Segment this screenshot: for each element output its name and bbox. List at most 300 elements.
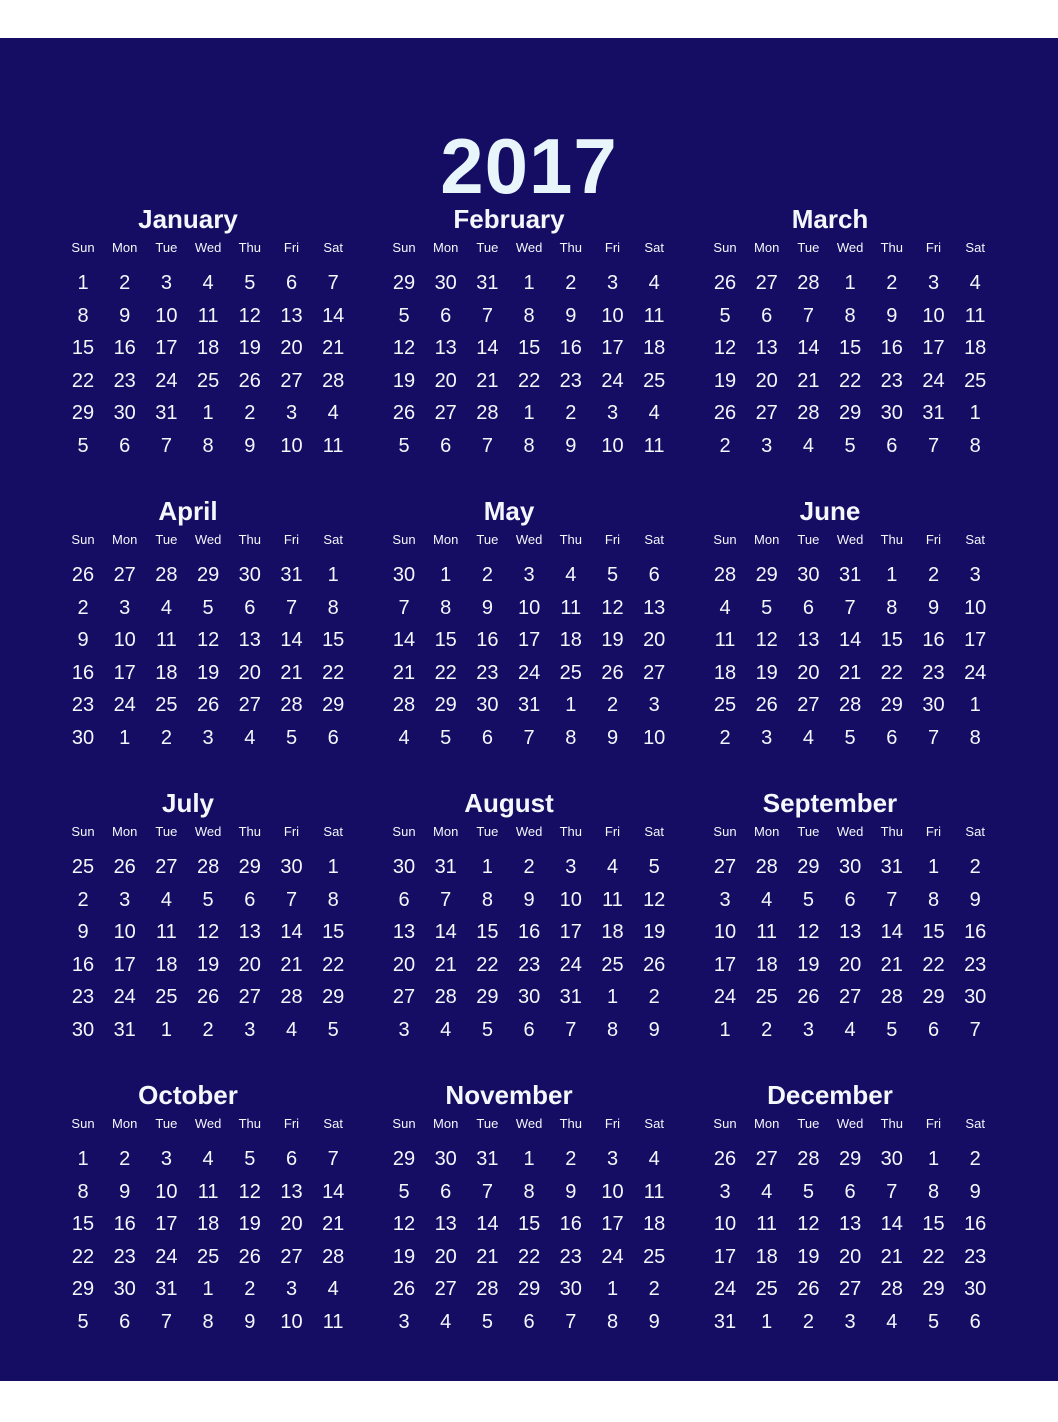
- day-cell: 20: [238, 661, 261, 684]
- day-cell: 5: [244, 1148, 256, 1170]
- weekday-header: Sat: [323, 1116, 343, 1131]
- day-cell: 13: [755, 337, 778, 359]
- day-cell: 7: [927, 726, 940, 749]
- weekday-header: Thu: [238, 532, 261, 547]
- day-cell: 5: [606, 564, 619, 586]
- day-cell: 21: [322, 337, 345, 359]
- day-cell: 3: [244, 1018, 256, 1041]
- day-cell: 4: [648, 402, 660, 424]
- day-cell: 9: [606, 726, 619, 749]
- day-cell: 22: [322, 953, 345, 976]
- day-cell: 6: [886, 726, 898, 749]
- day-cell: 3: [761, 726, 773, 749]
- day-cell: 28: [713, 564, 737, 586]
- day-cell: 6: [886, 434, 898, 457]
- day-cell: 13: [797, 629, 820, 651]
- day-cell: 19: [643, 921, 666, 943]
- day-cell: 10: [280, 1310, 303, 1333]
- weekday-header: Fri: [283, 532, 300, 547]
- day-cell: 20: [280, 337, 303, 359]
- day-cell: 1: [523, 272, 535, 294]
- day-cell: 24: [155, 1245, 178, 1268]
- day-cell: 4: [398, 726, 410, 749]
- day-cell: 3: [523, 564, 535, 586]
- day-cell: 9: [244, 434, 256, 457]
- day-cell: 16: [71, 661, 95, 684]
- day-cell: 6: [327, 726, 339, 749]
- day-cell: 29: [322, 694, 345, 716]
- day-cell: 8: [523, 304, 535, 327]
- day-cell: 9: [565, 1180, 577, 1203]
- day-cell: 31: [155, 1278, 178, 1300]
- day-cell: 3: [565, 856, 577, 878]
- day-cell: 23: [71, 694, 95, 716]
- weekday-header: Mon: [112, 532, 138, 547]
- day-cell: 6: [802, 596, 814, 619]
- day-cell: 28: [322, 369, 345, 392]
- weekday-header: Mon: [754, 1116, 780, 1131]
- weekday-header: Mon: [433, 240, 459, 255]
- day-cell: 19: [713, 369, 737, 392]
- day-cell: 11: [756, 1213, 778, 1235]
- weekday-header: Fri: [925, 240, 942, 255]
- day-cell: 2: [119, 272, 131, 294]
- weekday-header: Wed: [194, 824, 222, 839]
- day-cell: 17: [517, 629, 541, 651]
- weekday-header: Tue: [476, 532, 499, 547]
- day-cell: 3: [927, 272, 940, 294]
- day-cell: 31: [434, 856, 457, 878]
- weekday-header: Mon: [754, 532, 780, 547]
- day-cell: 15: [838, 337, 862, 359]
- day-cell: 5: [398, 434, 410, 457]
- weekday-header: Fri: [925, 824, 942, 839]
- day-cell: 8: [844, 304, 856, 327]
- day-cell: 3: [606, 1148, 619, 1170]
- day-cell: 1: [523, 402, 535, 424]
- day-cell: 8: [481, 888, 493, 911]
- day-cell: 25: [155, 694, 178, 716]
- weekday-header: Sun: [71, 532, 95, 547]
- day-cell: 14: [322, 304, 345, 327]
- weekday-header: Wed: [515, 240, 543, 255]
- day-cell: 15: [71, 337, 95, 359]
- day-cell: 22: [71, 369, 95, 392]
- day-cell: 5: [440, 726, 452, 749]
- day-cell: 29: [392, 1148, 416, 1170]
- day-cell: 1: [440, 564, 452, 586]
- month-march: [705, 204, 1005, 494]
- day-cell: 20: [838, 953, 862, 976]
- day-cell: 12: [643, 888, 666, 911]
- weekday-header: Tue: [476, 1116, 499, 1131]
- day-cell: 28: [797, 272, 820, 294]
- day-cell: 11: [156, 921, 177, 943]
- day-cell: 8: [927, 1180, 940, 1203]
- day-cell: 21: [434, 953, 457, 976]
- day-cell: 20: [392, 953, 416, 976]
- day-cell: 28: [280, 986, 303, 1008]
- month-name: April: [158, 496, 218, 526]
- day-cell: 2: [648, 1278, 660, 1300]
- day-cell: 12: [755, 629, 778, 651]
- day-cell: 17: [559, 921, 582, 943]
- day-cell: 27: [755, 1148, 778, 1170]
- day-cell: 22: [517, 1245, 541, 1268]
- day-cell: 11: [156, 629, 177, 651]
- day-cell: 26: [713, 402, 737, 424]
- day-cell: 15: [434, 629, 457, 651]
- weekday-header: Wed: [515, 1116, 543, 1131]
- day-cell: 21: [838, 661, 862, 684]
- day-cell: 3: [719, 888, 731, 911]
- weekday-header: Thu: [880, 1116, 903, 1131]
- day-cell: 26: [713, 1148, 737, 1170]
- day-cell: 26: [238, 369, 261, 392]
- day-cell: 6: [481, 726, 493, 749]
- day-cell: 10: [964, 596, 987, 619]
- day-cell: 7: [481, 434, 493, 457]
- day-cell: 8: [523, 434, 535, 457]
- weekday-header: Wed: [194, 532, 222, 547]
- day-cell: 10: [155, 304, 178, 327]
- month-name: June: [799, 496, 861, 526]
- day-cell: 3: [648, 694, 660, 716]
- day-cell: 22: [71, 1245, 95, 1268]
- day-cell: 30: [392, 564, 416, 586]
- day-cell: 30: [964, 986, 987, 1008]
- day-cell: 23: [964, 953, 987, 976]
- day-cell: 20: [238, 953, 261, 976]
- weekday-header: Mon: [112, 1116, 138, 1131]
- day-cell: 11: [322, 1310, 344, 1333]
- month-february: [384, 204, 684, 494]
- day-cell: 28: [755, 856, 778, 878]
- day-cell: 7: [565, 1018, 577, 1041]
- day-cell: 15: [880, 629, 903, 651]
- day-cell: 4: [565, 564, 577, 586]
- day-cell: 18: [755, 1245, 778, 1268]
- day-cell: 1: [719, 1018, 731, 1041]
- day-cell: 13: [838, 1213, 862, 1235]
- weekday-header: Sat: [644, 1116, 664, 1131]
- day-cell: 28: [155, 564, 178, 586]
- day-cell: 3: [119, 888, 131, 911]
- day-cell: 3: [160, 1148, 172, 1170]
- month-april: [63, 496, 363, 786]
- day-cell: 9: [523, 888, 535, 911]
- day-cell: 29: [517, 1278, 541, 1300]
- day-cell: 18: [643, 1213, 666, 1235]
- day-cell: 25: [196, 1245, 220, 1268]
- day-cell: 22: [922, 1245, 945, 1268]
- day-cell: 21: [797, 369, 820, 392]
- month-may: [384, 496, 684, 786]
- day-cell: 26: [797, 986, 820, 1008]
- day-cell: 19: [196, 953, 220, 976]
- day-cell: 1: [565, 694, 577, 716]
- day-cell: 2: [802, 1310, 814, 1333]
- day-cell: 3: [761, 434, 773, 457]
- day-cell: 20: [643, 629, 666, 651]
- day-cell: 31: [838, 564, 862, 586]
- day-cell: 24: [964, 661, 987, 684]
- day-cell: 30: [71, 726, 95, 749]
- day-cell: 10: [559, 888, 582, 911]
- day-cell: 5: [761, 596, 773, 619]
- day-cell: 1: [969, 402, 981, 424]
- day-cell: 7: [886, 1180, 898, 1203]
- day-cell: 19: [238, 1213, 261, 1235]
- weekday-header: Tue: [797, 824, 820, 839]
- day-cell: 8: [77, 304, 89, 327]
- day-cell: 7: [327, 1148, 339, 1170]
- day-cell: 11: [602, 888, 623, 911]
- day-cell: 9: [648, 1018, 660, 1041]
- day-cell: 9: [969, 888, 981, 911]
- day-cell: 22: [517, 369, 541, 392]
- day-cell: 20: [280, 1213, 303, 1235]
- day-cell: 27: [838, 1278, 862, 1300]
- day-cell: 9: [648, 1310, 660, 1333]
- day-cell: 5: [244, 272, 256, 294]
- day-cell: 26: [71, 564, 95, 586]
- weekday-header: Mon: [112, 824, 138, 839]
- day-cell: 22: [838, 369, 862, 392]
- day-cell: 29: [922, 986, 945, 1008]
- day-cell: 21: [880, 1245, 903, 1268]
- weekday-header: Mon: [112, 240, 138, 255]
- weekday-header: Sun: [392, 1116, 416, 1131]
- day-cell: 17: [713, 953, 737, 976]
- day-cell: 24: [559, 953, 582, 976]
- day-cell: 13: [392, 921, 416, 943]
- day-cell: 26: [601, 661, 624, 684]
- day-cell: 3: [969, 564, 981, 586]
- weekday-header: Sat: [323, 824, 343, 839]
- day-cell: 16: [476, 629, 499, 651]
- weekday-header: Wed: [836, 824, 864, 839]
- day-cell: 5: [927, 1310, 940, 1333]
- day-cell: 11: [756, 921, 778, 943]
- day-cell: 31: [713, 1310, 737, 1333]
- day-cell: 31: [922, 402, 945, 424]
- day-cell: 1: [844, 272, 856, 294]
- day-cell: 3: [606, 272, 619, 294]
- day-cell: 28: [880, 1278, 903, 1300]
- year-title: 2017: [440, 122, 618, 210]
- day-cell: 2: [77, 596, 89, 619]
- day-cell: 1: [523, 1148, 535, 1170]
- day-cell: 11: [714, 629, 736, 651]
- day-cell: 2: [719, 726, 731, 749]
- day-cell: 5: [285, 726, 298, 749]
- day-cell: 12: [797, 921, 820, 943]
- day-cell: 22: [322, 661, 345, 684]
- day-cell: 13: [838, 921, 862, 943]
- day-cell: 1: [327, 856, 339, 878]
- day-cell: 11: [643, 434, 665, 457]
- day-cell: 18: [559, 629, 582, 651]
- day-cell: 2: [969, 856, 981, 878]
- day-cell: 9: [77, 629, 89, 651]
- weekday-header: Sun: [392, 532, 416, 547]
- day-cell: 29: [838, 1148, 862, 1170]
- day-cell: 28: [434, 986, 457, 1008]
- day-cell: 10: [280, 434, 303, 457]
- day-cell: 25: [643, 1245, 666, 1268]
- day-cell: 30: [71, 1018, 95, 1041]
- month-october: [63, 1080, 363, 1370]
- weekday-header: Fri: [604, 240, 621, 255]
- day-cell: 29: [196, 564, 220, 586]
- day-cell: 8: [440, 596, 452, 619]
- day-cell: 27: [238, 694, 261, 716]
- weekday-header: Wed: [194, 240, 222, 255]
- day-cell: 26: [755, 694, 778, 716]
- day-cell: 14: [280, 921, 303, 943]
- day-cell: 24: [601, 1245, 624, 1268]
- day-cell: 18: [713, 661, 737, 684]
- day-cell: 14: [880, 921, 903, 943]
- day-cell: 19: [797, 1245, 820, 1268]
- day-cell: 4: [327, 1278, 339, 1300]
- day-cell: 27: [797, 694, 820, 716]
- day-cell: 14: [476, 1213, 499, 1235]
- day-cell: 26: [238, 1245, 261, 1268]
- day-cell: 14: [322, 1180, 345, 1203]
- day-cell: 29: [434, 694, 457, 716]
- day-cell: 8: [523, 1180, 535, 1203]
- day-cell: 31: [155, 402, 178, 424]
- day-cell: 4: [160, 888, 172, 911]
- day-cell: 14: [880, 1213, 903, 1235]
- day-cell: 5: [398, 1180, 410, 1203]
- day-cell: 18: [155, 953, 178, 976]
- day-cell: 19: [601, 629, 624, 651]
- day-cell: 8: [202, 434, 214, 457]
- day-cell: 17: [601, 1213, 624, 1235]
- weekday-header: Sat: [965, 240, 985, 255]
- day-cell: 21: [476, 369, 499, 392]
- day-cell: 18: [964, 337, 987, 359]
- day-cell: 18: [601, 921, 624, 943]
- day-cell: 25: [643, 369, 666, 392]
- weekday-header: Sun: [713, 824, 737, 839]
- day-cell: 30: [113, 1278, 136, 1300]
- weekday-header: Tue: [155, 532, 178, 547]
- month-july: [63, 788, 363, 1078]
- day-cell: 10: [713, 1213, 737, 1235]
- day-cell: 23: [880, 369, 903, 392]
- day-cell: 4: [327, 402, 339, 424]
- day-cell: 29: [922, 1278, 945, 1300]
- day-cell: 31: [113, 1018, 136, 1041]
- day-cell: 15: [922, 1213, 945, 1235]
- day-cell: 20: [755, 369, 778, 392]
- day-cell: 28: [797, 402, 820, 424]
- day-cell: 21: [392, 661, 416, 684]
- day-cell: 1: [969, 694, 981, 716]
- day-cell: 8: [969, 434, 981, 457]
- day-cell: 6: [844, 888, 856, 911]
- day-cell: 23: [922, 661, 945, 684]
- day-cell: 2: [719, 434, 731, 457]
- day-cell: 30: [880, 402, 903, 424]
- day-cell: 7: [398, 596, 410, 619]
- day-cell: 16: [559, 1213, 582, 1235]
- day-cell: 12: [238, 1180, 261, 1203]
- month-name: December: [767, 1080, 893, 1110]
- day-cell: 6: [844, 1180, 856, 1203]
- day-cell: 26: [797, 1278, 820, 1300]
- day-cell: 11: [643, 304, 665, 327]
- day-cell: 15: [517, 337, 541, 359]
- day-cell: 23: [113, 369, 136, 392]
- day-cell: 4: [202, 1148, 214, 1170]
- day-cell: 2: [77, 888, 89, 911]
- day-cell: 6: [244, 888, 256, 911]
- weekday-header: Sat: [323, 240, 343, 255]
- day-cell: 6: [969, 1310, 981, 1333]
- day-cell: 17: [601, 337, 624, 359]
- day-cell: 4: [440, 1018, 452, 1041]
- day-cell: 6: [119, 1310, 131, 1333]
- day-cell: 30: [797, 564, 820, 586]
- day-cell: 11: [964, 304, 986, 327]
- day-cell: 25: [755, 986, 778, 1008]
- weekday-header: Tue: [476, 240, 499, 255]
- day-cell: 1: [77, 272, 89, 294]
- day-cell: 14: [838, 629, 862, 651]
- day-cell: 5: [844, 726, 856, 749]
- day-cell: 31: [476, 1148, 499, 1170]
- day-cell: 9: [77, 921, 89, 943]
- weekday-header: Fri: [283, 824, 300, 839]
- day-cell: 25: [964, 369, 987, 392]
- day-cell: 4: [802, 434, 814, 457]
- day-cell: 27: [434, 1278, 457, 1300]
- day-cell: 2: [606, 694, 619, 716]
- weekday-header: Sat: [965, 1116, 985, 1131]
- day-cell: 24: [713, 1278, 737, 1300]
- day-cell: 7: [523, 726, 535, 749]
- day-cell: 17: [964, 629, 987, 651]
- weekday-header: Thu: [559, 824, 582, 839]
- day-cell: 2: [761, 1018, 773, 1041]
- day-cell: 3: [844, 1310, 856, 1333]
- day-cell: 7: [927, 434, 940, 457]
- weekday-header: Tue: [155, 240, 178, 255]
- day-cell: 23: [964, 1245, 987, 1268]
- month-november: [384, 1080, 684, 1370]
- month-name: February: [453, 204, 565, 234]
- day-cell: 16: [922, 629, 945, 651]
- day-cell: 27: [155, 856, 178, 878]
- day-cell: 30: [838, 856, 862, 878]
- day-cell: 10: [517, 596, 541, 619]
- day-cell: 6: [440, 1180, 452, 1203]
- day-cell: 27: [238, 986, 261, 1008]
- month-name: September: [762, 788, 898, 818]
- weekday-header: Fri: [283, 1116, 300, 1131]
- day-cell: 8: [969, 726, 981, 749]
- day-cell: 9: [969, 1180, 981, 1203]
- day-cell: 6: [927, 1018, 940, 1041]
- weekday-header: Fri: [925, 1116, 942, 1131]
- day-cell: 9: [886, 304, 898, 327]
- weekday-header: Wed: [194, 1116, 222, 1131]
